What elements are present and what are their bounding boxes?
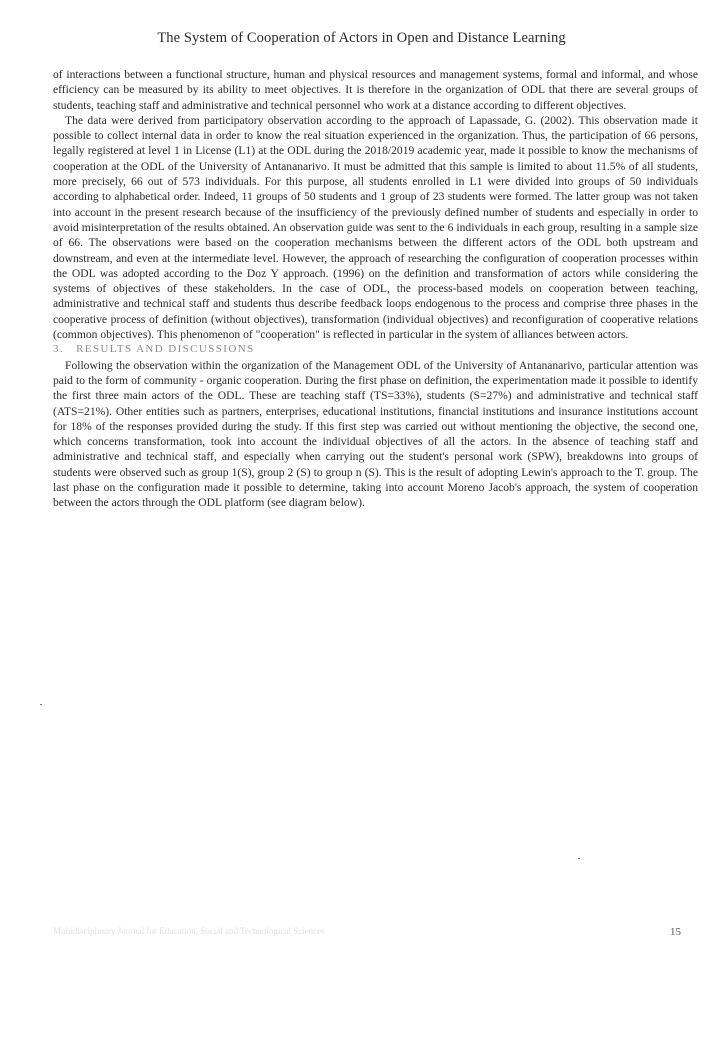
paragraph-results: Following the observation within the organization of the Management ODL of the University of Antananarivo, particular attention was paid to the form of community - organic cooperation. During the first phase on definition, the experimentation made it possible to identify the first three main actors of the ODL. These are teaching staff (TS=33%), students (S=27%) and administrative and technical staff (ATS=21%). Other entities such as partners, enterprises, educational institutions, financial institutions and insurance institutions account for 18% of the responses provided during the study. If this first step was carried out without mentioning the objective, the second one, which concerns transformation, took into account the individual objectives of all the actors. In the absence of teaching staff and administrative and technical staff, and especially when carrying out the student's personal work (SPW), breakdowns into groups of students were observed such as group 1(S), group 2 (S) to group n (S). This is the result of adopting Lewin's approach to the T. group. The last phase on the configuration made it possible to determine, taking into account Moreno Jacob's approach, the system of cooperation between the actors through the ODL platform (see diagram below). [53,358,698,510]
scan-speck [40,704,42,705]
scan-speck [578,858,580,859]
paragraph-methodology: The data were derived from participatory observation according to the approach of Lapassade, G. (2002). This observation made it possible to collect internal data in order to know the real situation experienced in the organization. Thus, the participation of 66 persons, legally registered at level 1 in License (L1) at the ODL during the 2018/2019 academic year, made it possible to know the mechanisms of cooperation at the ODL of the University of Antananarivo. It must be admitted that this sample is limited to about 11.5% of all students, more precisely, 66 out of 573 individuals. For this purpose, all students enrolled in L1 were divided into groups of 50 individuals according to alphabetical order. Indeed, 11 groups of 50 students and 1 group of 23 students were formed. The latter group was not taken into account in the present research because of the insufficiency of the previously defined number of students and especially in order to avoid misinterpretation of the results obtained. An observation guide was sent to the 6 individuals in each group, resulting in a sample size of 66. The observations were based on the cooperation mechanisms between the different actors of the ODL both upstream and downstream, and even at the intermediate level. However, the approach of researching the configuration of cooperation processes within the ODL was adopted according to the Doz Y approach. (1996) on the definition and transformation of actors while considering the systems of objectives of these stakeholders. In the case of ODL, the process-based models on cooperation between teaching, administrative and technical staff and students thus describe feedback loops endogenous to the process and comprise three phases in the cooperative process of definition (without objectives), transformation (individual objectives) and reconfiguration of cooperative relations (common objectives). This phenomenon of "cooperation" is reflected in particular in the system of alliances between actors. [53,113,698,342]
section-title: RESULTS AND DISCUSSIONS [76,343,255,356]
footer-journal-text: Multidisciplinary Journal for Education, Social and Technological Sciences [53,926,325,936]
running-title: The System of Cooperation of Actors in Open and Distance Learning [157,30,566,46]
paragraph-continuation: of interactions between a functional structure, human and physical resources and management systems, formal and informal, and whose efficiency can be measured by its ability to meet objectives. It is therefore in the organization of ODL that there are several groups of students, teaching staff and administrative and technical personnel who work at a distance according to different objectives. [53,68,698,112]
page-number: 15 [670,926,681,938]
section-number: 3. [53,343,65,356]
section-heading [53,342,698,357]
body-text [53,67,698,511]
